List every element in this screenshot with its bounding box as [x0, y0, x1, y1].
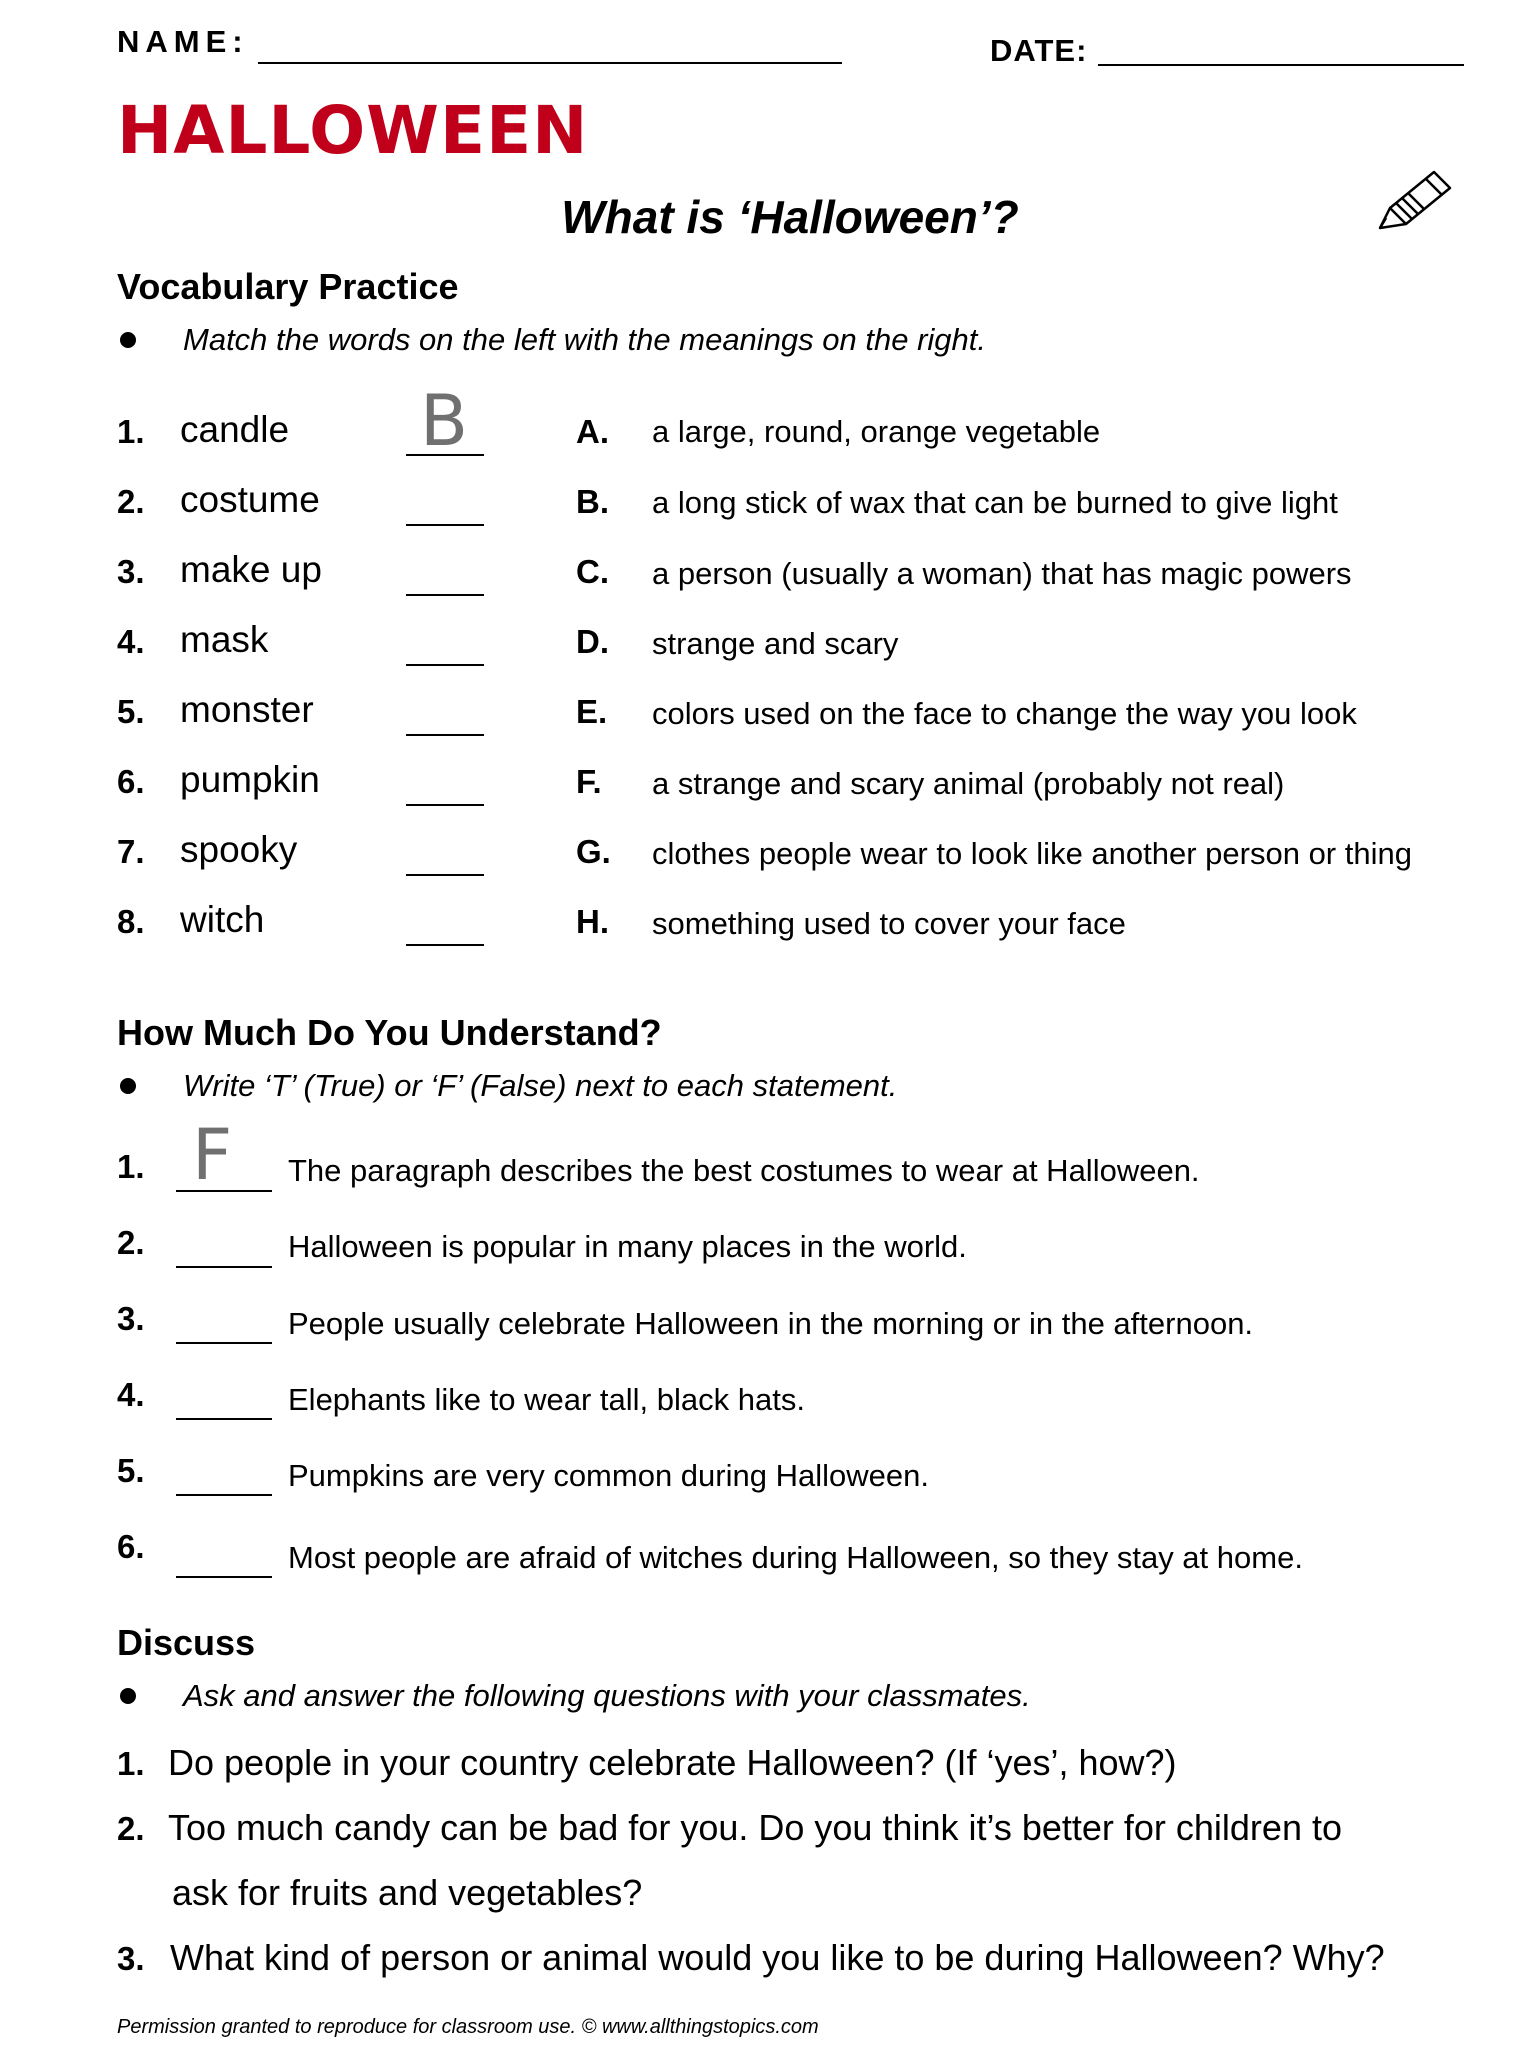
vocab-word: costume — [180, 479, 320, 520]
pencil-icon — [1376, 166, 1458, 238]
understand-heading: How Much Do You Understand? — [117, 1012, 662, 1053]
meaning-text: strange and scary — [652, 626, 899, 661]
question-number: 1. — [117, 1745, 145, 1782]
meaning-letter: D. — [576, 623, 609, 660]
meaning-letter: E. — [576, 693, 608, 730]
vocab-word-number: 2. — [117, 483, 145, 520]
vocab-answer-blank[interactable] — [406, 804, 484, 806]
date-field[interactable] — [1098, 64, 1464, 66]
vocab-word-number: 6. — [117, 763, 145, 800]
meaning-text: a long stick of wax that can be burned to give light — [652, 485, 1338, 520]
statement-text: Elephants like to wear tall, black hats. — [288, 1382, 805, 1417]
vocab-answer-blank[interactable] — [406, 874, 484, 876]
vocab-heading: Vocabulary Practice — [117, 266, 459, 307]
vocab-word-number: 8. — [117, 903, 145, 940]
statement-text: Most people are afraid of witches during Halloween, so they stay at home. — [288, 1540, 1303, 1575]
meaning-text: a large, round, orange vegetable — [652, 414, 1101, 449]
statement-answer-blank[interactable] — [176, 1266, 272, 1268]
question-text: What kind of person or animal would you like to be during Halloween? Why? — [170, 1937, 1385, 1978]
discuss-bullet — [120, 1688, 136, 1704]
vocab-instruction: Match the words on the left with the meanings on the right. — [183, 322, 987, 357]
statement-text: Pumpkins are very common during Halloween. — [288, 1458, 929, 1493]
statement-answer-blank[interactable] — [176, 1576, 272, 1578]
vocab-word: pumpkin — [180, 759, 320, 800]
statement-number: 2. — [117, 1224, 145, 1261]
statement-answer-blank[interactable] — [176, 1494, 272, 1496]
question-text: Too much candy can be bad for you. Do you think it’s better for children to — [168, 1807, 1342, 1848]
vocab-word-number: 5. — [117, 693, 145, 730]
meaning-text: colors used on the face to change the way you look — [652, 696, 1357, 731]
question-text-continued: ask for fruits and vegetables? — [172, 1872, 643, 1913]
statement-number: 1. — [117, 1148, 145, 1185]
vocab-answer-blank[interactable] — [406, 594, 484, 596]
understand-instruction: Write ‘T’ (True) or ‘F’ (False) next to each statement. — [183, 1068, 898, 1103]
statement-answer-blank[interactable] — [176, 1418, 272, 1420]
vocab-answer-handwritten: B — [420, 380, 469, 462]
footer-permission: Permission granted to reproduce for classroom use. © www.allthingstopics.com — [117, 2016, 819, 2038]
understand-bullet — [120, 1078, 136, 1094]
name-field[interactable] — [258, 62, 842, 64]
meaning-text: something used to cover your face — [652, 906, 1126, 941]
meaning-letter: B. — [576, 483, 609, 520]
name-label: NAME: — [117, 24, 249, 59]
meaning-letter: H. — [576, 903, 609, 940]
meaning-letter: F. — [576, 763, 602, 800]
vocab-answer-blank[interactable] — [406, 524, 484, 526]
discuss-instruction: Ask and answer the following questions with your classmates. — [183, 1678, 1031, 1713]
vocab-word: make up — [180, 549, 322, 590]
meaning-letter: G. — [576, 833, 611, 870]
question-number: 2. — [117, 1810, 145, 1847]
vocab-word-number: 4. — [117, 623, 145, 660]
vocab-word: spooky — [180, 829, 298, 870]
statement-text: People usually celebrate Halloween in the morning or in the afternoon. — [288, 1306, 1254, 1341]
page-title: HALLOWEEN — [117, 92, 589, 169]
vocab-word-number: 7. — [117, 833, 145, 870]
meaning-letter: C. — [576, 553, 609, 590]
date-label: DATE: — [990, 33, 1088, 68]
statement-number: 3. — [117, 1300, 145, 1337]
vocab-bullet — [120, 332, 136, 348]
statement-number: 6. — [117, 1528, 145, 1565]
vocab-word: mask — [180, 619, 269, 660]
vocab-word-number: 1. — [117, 413, 145, 450]
meaning-text: a person (usually a woman) that has magic powers — [652, 556, 1352, 591]
vocab-answer-blank[interactable] — [406, 734, 484, 736]
question-number: 3. — [117, 1940, 145, 1977]
statement-answer-blank[interactable] — [176, 1342, 272, 1344]
question-text: Do people in your country celebrate Halloween? (If ‘yes’, how?) — [168, 1742, 1177, 1783]
vocab-answer-blank[interactable] — [406, 944, 484, 946]
vocab-word: monster — [180, 689, 314, 730]
discuss-heading: Discuss — [117, 1622, 256, 1663]
vocab-word-number: 3. — [117, 553, 145, 590]
statement-number: 5. — [117, 1452, 145, 1489]
page-subtitle: What is ‘Halloween’? — [561, 191, 1019, 243]
statement-answer-handwritten: F — [192, 1114, 233, 1196]
meaning-text: a strange and scary animal (probably not real) — [652, 766, 1285, 801]
statement-text: The paragraph describes the best costumes to wear at Halloween. — [288, 1153, 1200, 1188]
vocab-answer-blank[interactable] — [406, 664, 484, 666]
meaning-text: clothes people wear to look like another person or thing — [652, 836, 1412, 871]
vocab-word: witch — [180, 899, 265, 940]
statement-text: Halloween is popular in many places in the world. — [288, 1229, 967, 1264]
statement-number: 4. — [117, 1376, 145, 1413]
meaning-letter: A. — [576, 413, 609, 450]
vocab-word: candle — [180, 409, 290, 450]
